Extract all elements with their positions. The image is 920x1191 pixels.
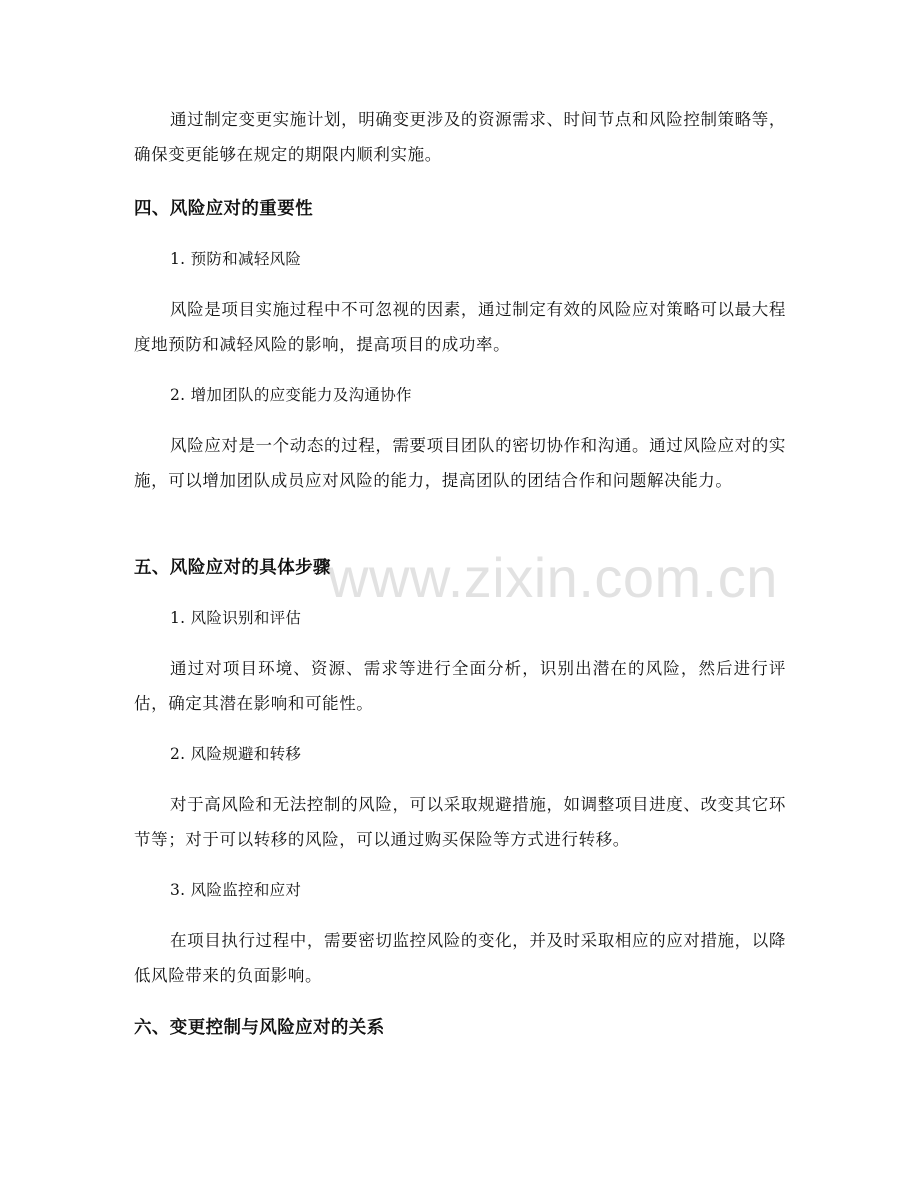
list-item-team-adaptability: 2. 增加团队的应变能力及沟通协作 <box>170 386 412 404</box>
paragraph-dynamic-process: 风险应对是一个动态的过程，需要项目团队的密切协作和沟通。通过风险应对的实施，可以增加团队成员应对风险的能力，提高团队的团结合作和问题解决能力。 <box>134 436 786 490</box>
section-heading-5: 五、风险应对的具体步骤 <box>134 558 331 578</box>
list-item-avoid-transfer: 2. 风险规避和转移 <box>170 745 302 763</box>
list-item-prevent-reduce-risk: 1. 预防和减轻风险 <box>170 250 302 268</box>
section-heading-4: 四、风险应对的重要性 <box>134 199 313 219</box>
paragraph-risk-factor: 风险是项目实施过程中不可忽视的因素，通过制定有效的风险应对策略可以最大程度地预防和减轻风险的影响，提高项目的成功率。 <box>134 300 786 354</box>
paragraph-avoid-transfer: 对于高风险和无法控制的风险，可以采取规避措施，如调整项目进度、改变其它环节等；对于可以转移的风险，可以通过购买保险等方式进行转移。 <box>134 795 786 849</box>
paragraph-change-plan: 通过制定变更实施计划，明确变更涉及的资源需求、时间节点和风险控制策略等，确保变更能够在规定的期限内顺利实施。 <box>134 110 786 164</box>
paragraph-identify-assess: 通过对项目环境、资源、需求等进行全面分析，识别出潜在的风险，然后进行评估，确定其潜在影响和可能性。 <box>134 659 786 713</box>
section-heading-6: 六、变更控制与风险应对的关系 <box>134 1018 385 1038</box>
list-item-identify-assess: 1. 风险识别和评估 <box>170 609 302 627</box>
watermark-text: www.zixin.com.cn <box>328 546 778 609</box>
list-item-monitor-respond: 3. 风险监控和应对 <box>170 881 302 899</box>
paragraph-monitor-respond: 在项目执行过程中，需要密切监控风险的变化，并及时采取相应的应对措施，以降低风险带来的负面影响。 <box>134 931 786 985</box>
